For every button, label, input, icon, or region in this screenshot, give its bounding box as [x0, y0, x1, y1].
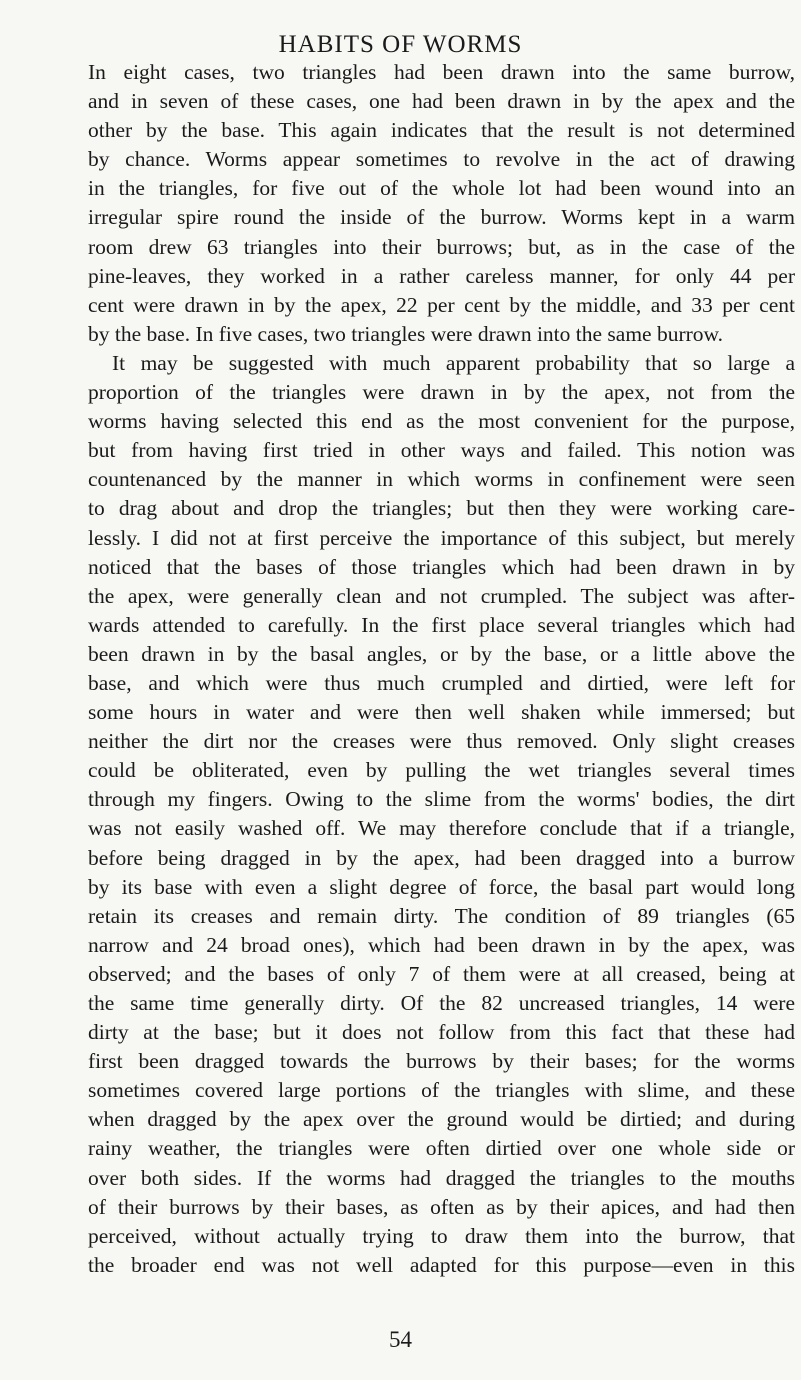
text-line: dirty at the base; but it does not follow from this fact that these had [88, 1020, 795, 1045]
text-line: been drawn in by the basal angles, or by the base, or a little above the [88, 641, 795, 666]
text-line: In eight cases, two triangles had been drawn into the same burrow, [88, 60, 795, 84]
text-line: other by the base. This again indicates that the result is not determined [88, 118, 795, 143]
text-line: countenanced by the manner in which worms in confinement were seen [88, 467, 795, 492]
text-line: lessly. I did not at first perceive the importance of this subject, but merely [88, 525, 795, 550]
text-line: neither the dirt nor the creases were thus removed. Only slight creases [88, 729, 795, 754]
text-line: noticed that the bases of those triangles which had been drawn in by [88, 554, 795, 579]
text-line: through my fingers. Owing to the slime from the worms' bodies, the dirt [88, 787, 795, 812]
text-line: observed; and the bases of only 7 of them were at all creased, being at [88, 961, 795, 986]
paragraph-start-line: It may be suggested with much apparent probability that so large a [112, 350, 795, 375]
text-line: in the triangles, for five out of the whole lot had been wound into an [88, 176, 795, 201]
text-line: cent were drawn in by the apex, 22 per cent by the middle, and 33 per cent [88, 292, 795, 317]
text-line: was not easily washed off. We may therefore conclude that if a triangle, [88, 816, 795, 841]
text-line: the broader end was not well adapted for this purpose—even in this [88, 1252, 795, 1277]
text-line: sometimes covered large portions of the triangles with slime, and these [88, 1078, 795, 1103]
text-line: wards attended to carefully. In the first place several triangles which had [88, 612, 795, 637]
text-line: when dragged by the apex over the ground would be dirtied; and during [88, 1107, 795, 1132]
text-line: by chance. Worms appear sometimes to revolve in the act of drawing [88, 147, 795, 172]
text-line: worms having selected this end as the most convenient for the purpose, [88, 409, 795, 434]
text-line: perceived, without actually trying to draw them into the burrow, that [88, 1223, 795, 1248]
text-line: pine-leaves, they worked in a rather careless manner, for only 44 per [88, 263, 795, 288]
text-line: the same time generally dirty. Of the 82 uncreased triangles, 14 were [88, 991, 795, 1015]
text-line: irregular spire round the inside of the burrow. Worms kept in a warm [88, 205, 795, 230]
text-line: room drew 63 triangles into their burrows; but, as in the case of the [88, 234, 795, 259]
text-line: but from having first tried in other ways and failed. This notion was [88, 438, 795, 463]
text-line: over both sides. If the worms had dragged the triangles to the mouths [88, 1165, 795, 1190]
text-line: by the base. In five cases, two triangles were drawn into the same burrow. [88, 321, 724, 346]
running-title: HABITS OF WORMS [278, 31, 523, 58]
text-line: of their burrows by their bases, as often as by their apices, and had then [88, 1194, 795, 1219]
text-line: before being dragged in by the apex, had been dragged into a burrow [88, 845, 795, 870]
text-line: rainy weather, the triangles were often dirtied over one whole side or [88, 1136, 795, 1161]
text-line: first been dragged towards the burrows by their bases; for the worms [88, 1049, 795, 1074]
text-line: could be obliterated, even by pulling the wet triangles several times [88, 758, 795, 783]
page-number: 54 [389, 1327, 412, 1352]
text-line: some hours in water and were then well shaken while immersed; but [88, 700, 795, 725]
text-line: to drag about and drop the triangles; but then they were working care- [88, 496, 795, 521]
text-line: retain its creases and remain dirty. The condition of 89 triangles (65 [88, 903, 795, 928]
text-line: base, and which were thus much crumpled and dirtied, were left for [88, 670, 795, 695]
body-text [88, 58, 795, 1280]
text-line: and in seven of these cases, one had been drawn in by the apex and the [88, 89, 795, 114]
text-line: the apex, were generally clean and not crumpled. The subject was after- [88, 583, 795, 608]
text-line: by its base with even a slight degree of force, the basal part would long [88, 874, 795, 899]
text-line: narrow and 24 broad ones), which had been drawn in by the apex, was [88, 932, 795, 957]
text-line: proportion of the triangles were drawn in by the apex, not from the [88, 380, 795, 405]
